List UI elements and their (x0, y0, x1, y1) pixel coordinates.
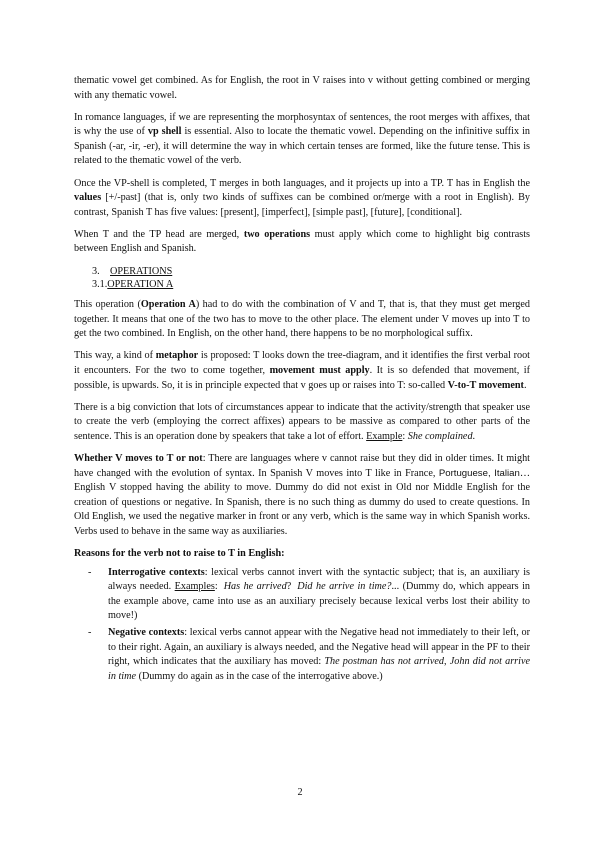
punctuation: : (214, 581, 218, 593)
reasons-list (74, 566, 530, 685)
paragraph-text: … English V stopped having the ability to move. Dummy do did not exist in Old nor Middle English for the creation of questions or negative. In Spanish, there is no such thing as dummy do used to create questions. In Old English, we used the negative marker in front or any verb, which is the same way in which Spanish works. Verbs used to behave in the same way as auxiliaries. (74, 467, 530, 537)
example-label: Examples (174, 581, 215, 593)
paragraph-text: . It is so defended that movement, if possible, is upwards. So, it is in principle expected that v goes up or raises into T: so-called (74, 365, 530, 391)
heading-number: 3. (92, 265, 100, 277)
example-label: Example (366, 430, 403, 442)
list-title (74, 547, 530, 562)
example-text: Has he arrived (223, 581, 287, 593)
language-list: Portuguese, Italian (438, 467, 520, 479)
bold-term: movement must apply (269, 365, 370, 376)
section-heading (74, 265, 530, 279)
punctuation: . (472, 430, 476, 442)
paragraph-text: : lexical verbs cannot invert with the syntactic subject; that is, an auxiliary is always needed. (108, 566, 531, 593)
bold-term: Reasons for the verb not to raise to T in English: (74, 548, 285, 560)
paragraph-text: must apply which come to highlight big contrasts between English and Spanish. (74, 228, 530, 255)
example-text: John did not arrive in time (108, 656, 531, 682)
heading-number: 3.1. (92, 279, 108, 291)
paragraph (74, 349, 530, 393)
paragraph-text: is essential. Also to locate the thematic vowel. Depending on the infinitive suffix in Spanish (-ar, -ir, -er), it will determine the way in which certain tenses are formed, like the future tense. This is related to the thematic vowel of the verb. (74, 126, 530, 167)
paragraph-text: ... (Dummy do, which appears in the example above, came into use as an auxiliary precisely because lexical verbs lost their ability to move!) (108, 581, 531, 622)
paragraph (74, 111, 530, 169)
dash-bullet: - (88, 627, 92, 638)
paragraph (74, 452, 530, 540)
paragraph-text: [+/-past] (that is, only two kinds of suffixes can be combined or/merge with a root in English). By contrast, Spanish T has five values: [present], [imperfect], [simple past], [future], [conditional]. (74, 192, 530, 218)
paragraph-text: In romance languages, if we are representing the morphosyntax of sentences, the root merges with affixes, that is why the use of (74, 111, 530, 138)
bold-term: metaphor (155, 350, 199, 362)
paragraph-text: ) had to do with the combination of V and T, that is, that they must get merged together. It means that one of the two has to move to the other place. The element under V moves up into T to get the two combined. In English, on the other hand, there happens to be no morphological suffix. (74, 299, 530, 340)
paragraph (74, 401, 530, 445)
paragraph-text: When T and the TP head are merged, (74, 228, 244, 240)
paragraph-text: : There are languages where v cannot raise but they did in older times. It might have changed with the evolution of syntax. In Spanish V moves into T like in France, (74, 452, 531, 479)
bold-term: Negative contexts (108, 627, 185, 638)
bold-term: Whether V moves to T or not (74, 452, 203, 464)
paragraph-text: . (523, 379, 527, 391)
page-body (74, 74, 530, 686)
paragraph-text: : lexical verbs cannot appear with the Negative head not immediately to their left, or to their right. Again, an auxiliary is always needed, and the Negative head will appear in the PF to their right, which indicates that the auxiliary has moved: (108, 627, 530, 668)
paragraph-text: This way, a kind of (74, 350, 156, 362)
bold-term: vp shell (147, 126, 182, 138)
paragraph-text: (Dummy do again as in the case of the interrogative above.) (136, 670, 383, 682)
paragraph (74, 298, 530, 342)
bold-term: Operation A (140, 299, 196, 311)
heading-label: OPERATION A (107, 279, 174, 291)
paragraph-text: This operation ( (74, 299, 141, 311)
subsection-heading (74, 278, 530, 292)
punctuation: ? (286, 581, 292, 593)
example-text: She complained (407, 430, 473, 442)
paragraph (74, 228, 530, 257)
paragraph-text: thematic vowel get combined. As for English, the root in V raises into v without getting combined or merging with any thematic vowel. (74, 75, 530, 101)
list-item (74, 626, 530, 684)
list-item (74, 566, 530, 624)
punctuation: , (444, 656, 450, 668)
bold-term: values (74, 192, 102, 204)
example-text: Did he arrive in time? (297, 581, 392, 593)
paragraph (74, 177, 530, 221)
section-headings (74, 265, 530, 293)
heading-label: OPERATIONS (110, 265, 173, 277)
bold-term: V-to-T movement (447, 379, 524, 391)
paragraph-text: There is a big conviction that lots of circumstances appear to indicate that the activity/strength that speaker use to create the verb (employing the correct affixes) appears to be massive as compared to other parts of the sentence. This is an operation done by speakers that take a lot of effort. (74, 401, 530, 442)
paragraph (74, 74, 530, 103)
punctuation: : (402, 430, 408, 442)
dash-bullet: - (88, 566, 92, 578)
example-text: The postman has not arrived (324, 656, 445, 668)
bold-term: two operations (243, 228, 311, 240)
paragraph-text: Once the VP-shell is completed, T merges in both languages, and it projects up into a TP. T has in English the (74, 177, 530, 189)
bold-term: Interrogative contexts (108, 566, 205, 578)
page-number: 2 (297, 787, 303, 798)
paragraph-text: is proposed: T looks down the tree-diagram, and it identifies the first verbal root it encounters. For the two to come together, (74, 350, 530, 376)
